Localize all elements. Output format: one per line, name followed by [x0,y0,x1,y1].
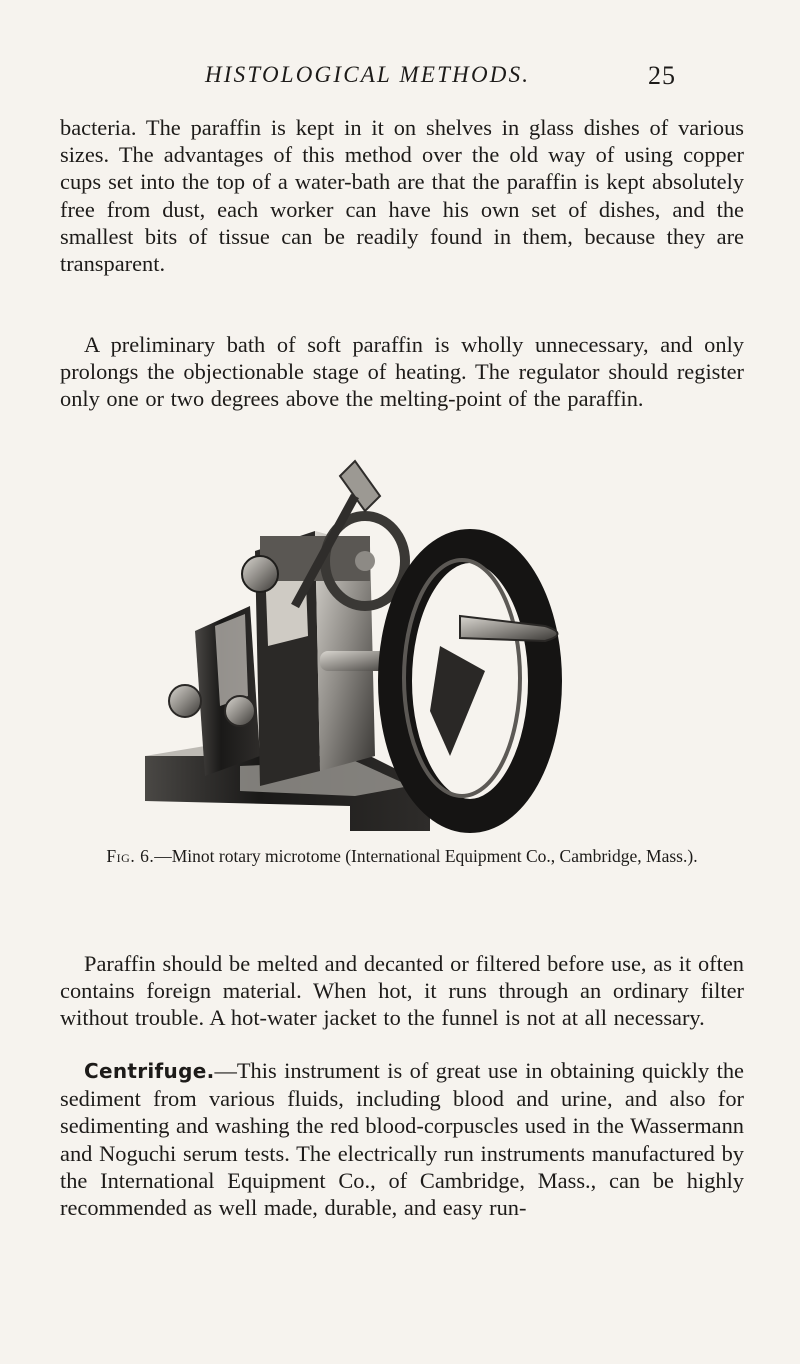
section-heading-centrifuge: Centrifuge. [84,1059,215,1083]
paragraph-preliminary-bath: A preliminary bath of soft paraffin is wholly unnecessary, and only prolongs the objectionable stage of heating. The regulator should register only one or two degrees above the melting-point of the paraffin. [60,332,744,412]
figure-caption [60,845,744,868]
left-knob [169,685,201,717]
figure-label: Fig. 6. [106,846,155,866]
figure-caption-text: —Minot rotary microtome (International Equipment Co., Cambridge, Mass.). [154,846,698,866]
paragraph-centrifuge [60,1057,744,1221]
page-number: 25 [648,61,676,90]
paragraph-paraffin-melted: Paraffin should be melted and decanted or filtered before use, as it often contains foreign material. When hot, it runs through an ordinary filter without trouble. A hot-water jacket to the funnel is not at all necessary. [60,951,744,1031]
running-title: HISTOLOGICAL METHODS. [205,62,531,87]
page-header [0,62,800,96]
holder-knob [242,556,278,592]
paragraph-bacteria: bacteria. The paraffin is kept in it on shelves in glass dishes of various sizes. The advantages of this method over the old way of using copper cups set into the top of a water-bath are that the paraffin is kept absolutely free from dust, each worker can have his own set of dishes, and the smallest bits of tissue can be readily found in them, because they are transparent. [60,115,744,277]
paragraph-centrifuge-body: —This instrument is of great use in obtaining quickly the sediment from various fluids, including blood and urine, and also for sedimenting and washing the red blood-corpuscles used in the Wassermann and Noguchi serum tests. The electrically run instruments manufactured by the International Equipment Co., of Cambridge, Mass., can be highly recommended as well made, durable, and easy run- [60,1058,744,1221]
microtome-illustration [140,456,570,836]
